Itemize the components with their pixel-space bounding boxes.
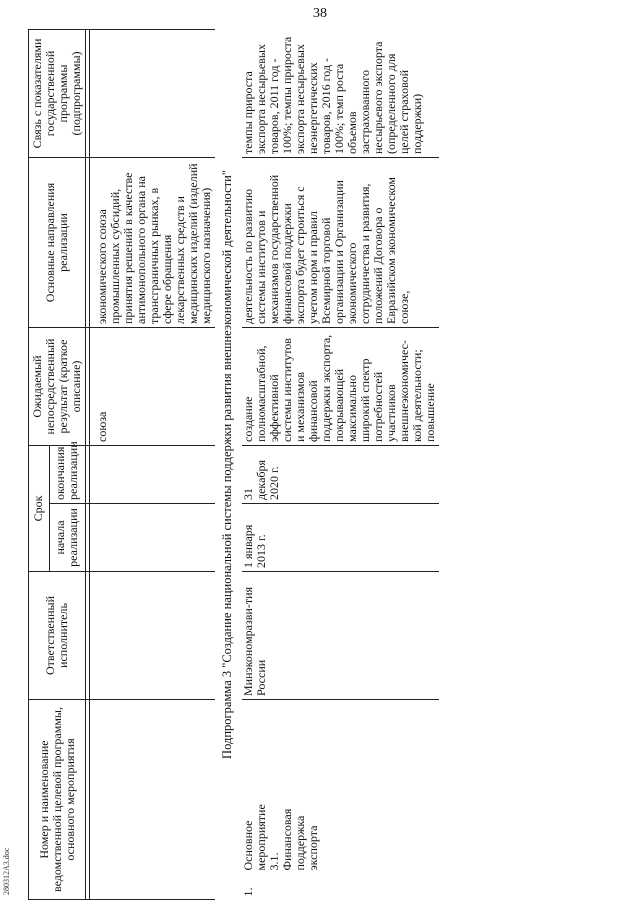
header-term: Срок xyxy=(29,446,50,572)
header-term-end: окончания реализации xyxy=(49,446,85,504)
item-result: создание полномасштабной, эффективной системы институтов и механизмов финансовой поддержки экспорта, покрывающей максимально широкий спектр потребностей участников внешнеэкономичес-кой деятельности; повышение xyxy=(242,328,439,446)
item-name: Основное мероприятие 3.1. Финансовая поддержка экспорта xyxy=(241,804,320,871)
page-number: 38 xyxy=(313,6,327,21)
item-number-name-cell xyxy=(242,700,439,900)
header-directions: Основные направления реализации xyxy=(29,158,86,328)
subprogram-title: Подпрограмма 3 "Создание национальной системы поддержки развития внешнеэкономической деятельности" xyxy=(220,170,234,759)
header-program-name: Номер и наименование ведомственной целевой программы, основного мероприятия xyxy=(29,700,86,900)
item-number: 1. xyxy=(241,887,255,897)
program-table xyxy=(28,29,439,900)
rotated-table-sheet xyxy=(28,20,612,900)
header-term-start: начала реализации xyxy=(49,504,85,572)
header-executor: Ответственный исполнитель xyxy=(29,572,86,700)
header-indicators: Связь с показателями государственной программы (подпрограммы) xyxy=(29,30,86,158)
item-indicators: темпы прироста экспорта несырьевых товаров, 2011 год - 100%; темпы прироста экспорта несырьевых неэнергетических товаров, 2016 год - 100%; темп роста объемов застрахованного несырьевого экспорта (определенного для целей страховой поддержки) xyxy=(242,30,439,158)
header-expected-result: Ожидаемый непосредственный результат (краткое описание) xyxy=(29,328,86,446)
continuation-directions: экономического союза промышленных субсидий, принятия решений в качестве антимонопольного органа на трансграничных рынках, в сфере обращения лекарственных средств и медицинских изделий (изделий медицинского назначения) xyxy=(90,158,216,328)
item-start: 1 января 2013 г. xyxy=(242,504,439,572)
document-code: 280312A3.doc xyxy=(2,847,11,895)
continuation-row xyxy=(90,30,216,900)
subprogram-title-row xyxy=(215,30,242,900)
table-row xyxy=(242,30,439,900)
continuation-result: союза xyxy=(90,328,216,446)
item-directions: деятельность по развитию системы институтов и механизмов государственной финансовой поддержки экспорта будет строиться с учетом норм и правил Всемирной торговой организации и Организации экономического сотрудничества и развития, положений Договора о Евразийском экономическом союзе, xyxy=(242,158,439,328)
item-end: 31 декабря 2020 г. xyxy=(242,446,439,504)
item-executor: Минэкономразви-тия России xyxy=(242,572,439,700)
